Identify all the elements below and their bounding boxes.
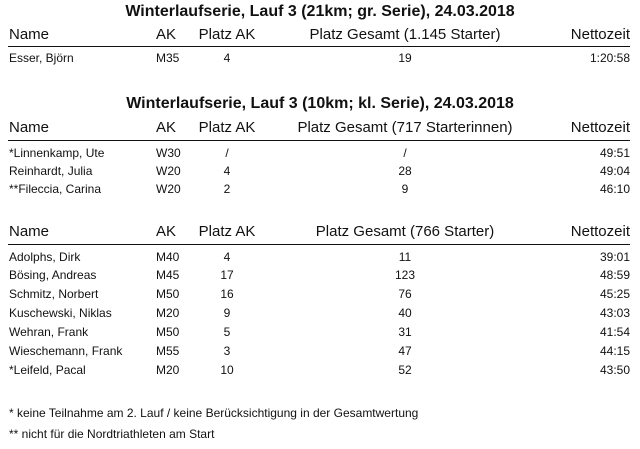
header-name: Name [9, 223, 50, 240]
cell-platz-ak: 10 [220, 363, 234, 377]
cell-platz-gesamt: 76 [398, 287, 412, 301]
cell-platz-gesamt: 47 [398, 344, 412, 358]
cell-platz-ak: 9 [223, 306, 231, 320]
cell-nettozeit: 45:25 [599, 287, 630, 301]
cell-nettozeit: 49:04 [599, 164, 630, 178]
cell-ak: M45 [156, 268, 180, 282]
cell-ak: M20 [156, 306, 180, 320]
cell-name: Kuschewski, Niklas [9, 306, 112, 320]
cell-name: Bösing, Andreas [9, 268, 97, 282]
header-ak: AK [156, 119, 177, 136]
cell-nettozeit: 1:20:58 [589, 51, 630, 65]
cell-platz-ak: 5 [223, 325, 231, 339]
header-platz-gesamt: Platz Gesamt (1.145 Starter) [309, 26, 501, 43]
cell-platz-gesamt: 52 [398, 363, 412, 377]
footnote-double-star: ** nicht für die Nordtriathleten am Start [9, 427, 215, 441]
header-name: Name [9, 26, 50, 43]
cell-ak: M50 [156, 287, 180, 301]
cell-platz-ak: 17 [220, 268, 234, 282]
cell-name: *Linnenkamp, Ute [9, 146, 105, 160]
section2-title: Winterlaufserie, Lauf 3 (10km; kl. Serie), 24.03.2018 [126, 95, 514, 112]
cell-ak: M55 [156, 344, 180, 358]
cell-nettozeit: 41:54 [599, 325, 630, 339]
cell-platz-gesamt: 123 [394, 268, 416, 282]
cell-name: Schmitz, Norbert [9, 287, 99, 301]
cell-nettozeit: 46:10 [599, 182, 630, 196]
cell-name: Esser, Björn [9, 51, 74, 65]
cell-name: Adolphs, Dirk [9, 250, 81, 264]
cell-platz-ak: 3 [223, 344, 231, 358]
cell-name: Wieschemann, Frank [9, 344, 123, 358]
cell-nettozeit: 43:50 [599, 363, 630, 377]
header-platz-ak: Platz AK [198, 26, 256, 43]
header-nettozeit: Nettozeit [570, 26, 630, 43]
cell-name: **Fileccia, Carina [9, 182, 102, 196]
header-divider [8, 46, 630, 47]
cell-platz-gesamt: 19 [398, 51, 412, 65]
header-name: Name [9, 119, 50, 136]
cell-platz-gesamt: / [403, 146, 407, 160]
cell-nettozeit: 49:51 [599, 146, 630, 160]
cell-nettozeit: 43:03 [599, 306, 630, 320]
cell-ak: W20 [156, 164, 181, 178]
cell-ak: M20 [156, 363, 180, 377]
header-platz-gesamt: Platz Gesamt (766 Starter) [315, 223, 495, 240]
cell-ak: W30 [156, 146, 181, 160]
cell-platz-ak: 4 [223, 164, 231, 178]
cell-ak: W20 [156, 182, 181, 196]
header-ak: AK [156, 223, 177, 240]
header-nettozeit: Nettozeit [570, 223, 630, 240]
header-ak: AK [156, 26, 177, 43]
cell-platz-gesamt: 28 [398, 164, 412, 178]
cell-nettozeit: 39:01 [599, 250, 630, 264]
footnote-single-star: * keine Teilnahme am 2. Lauf / keine Berücksichtigung in der Gesamtwertung [9, 406, 419, 420]
cell-platz-gesamt: 31 [398, 325, 412, 339]
header-divider [8, 140, 630, 141]
cell-platz-gesamt: 11 [398, 250, 412, 264]
cell-name: *Leifeld, Pacal [9, 363, 86, 377]
section1-title: Winterlaufserie, Lauf 3 (21km; gr. Serie), 24.03.2018 [125, 3, 515, 20]
cell-name: Reinhardt, Julia [9, 164, 93, 178]
cell-name: Wehran, Frank [9, 325, 89, 339]
cell-platz-ak: 2 [223, 182, 231, 196]
cell-nettozeit: 48:59 [599, 268, 630, 282]
cell-platz-gesamt: 9 [401, 182, 409, 196]
cell-platz-ak: 16 [220, 287, 234, 301]
cell-platz-ak: / [225, 146, 229, 160]
cell-nettozeit: 44:15 [599, 344, 630, 358]
cell-ak: M50 [156, 325, 180, 339]
header-divider [8, 244, 630, 245]
cell-platz-gesamt: 40 [398, 306, 412, 320]
cell-ak: M40 [156, 250, 180, 264]
header-platz-ak: Platz AK [198, 119, 256, 136]
header-nettozeit: Nettozeit [570, 119, 630, 136]
cell-platz-ak: 4 [223, 51, 231, 65]
cell-platz-ak: 4 [223, 250, 231, 264]
cell-ak: M35 [156, 51, 180, 65]
header-platz-ak: Platz AK [198, 223, 256, 240]
header-platz-gesamt: Platz Gesamt (717 Starterinnen) [297, 119, 513, 136]
